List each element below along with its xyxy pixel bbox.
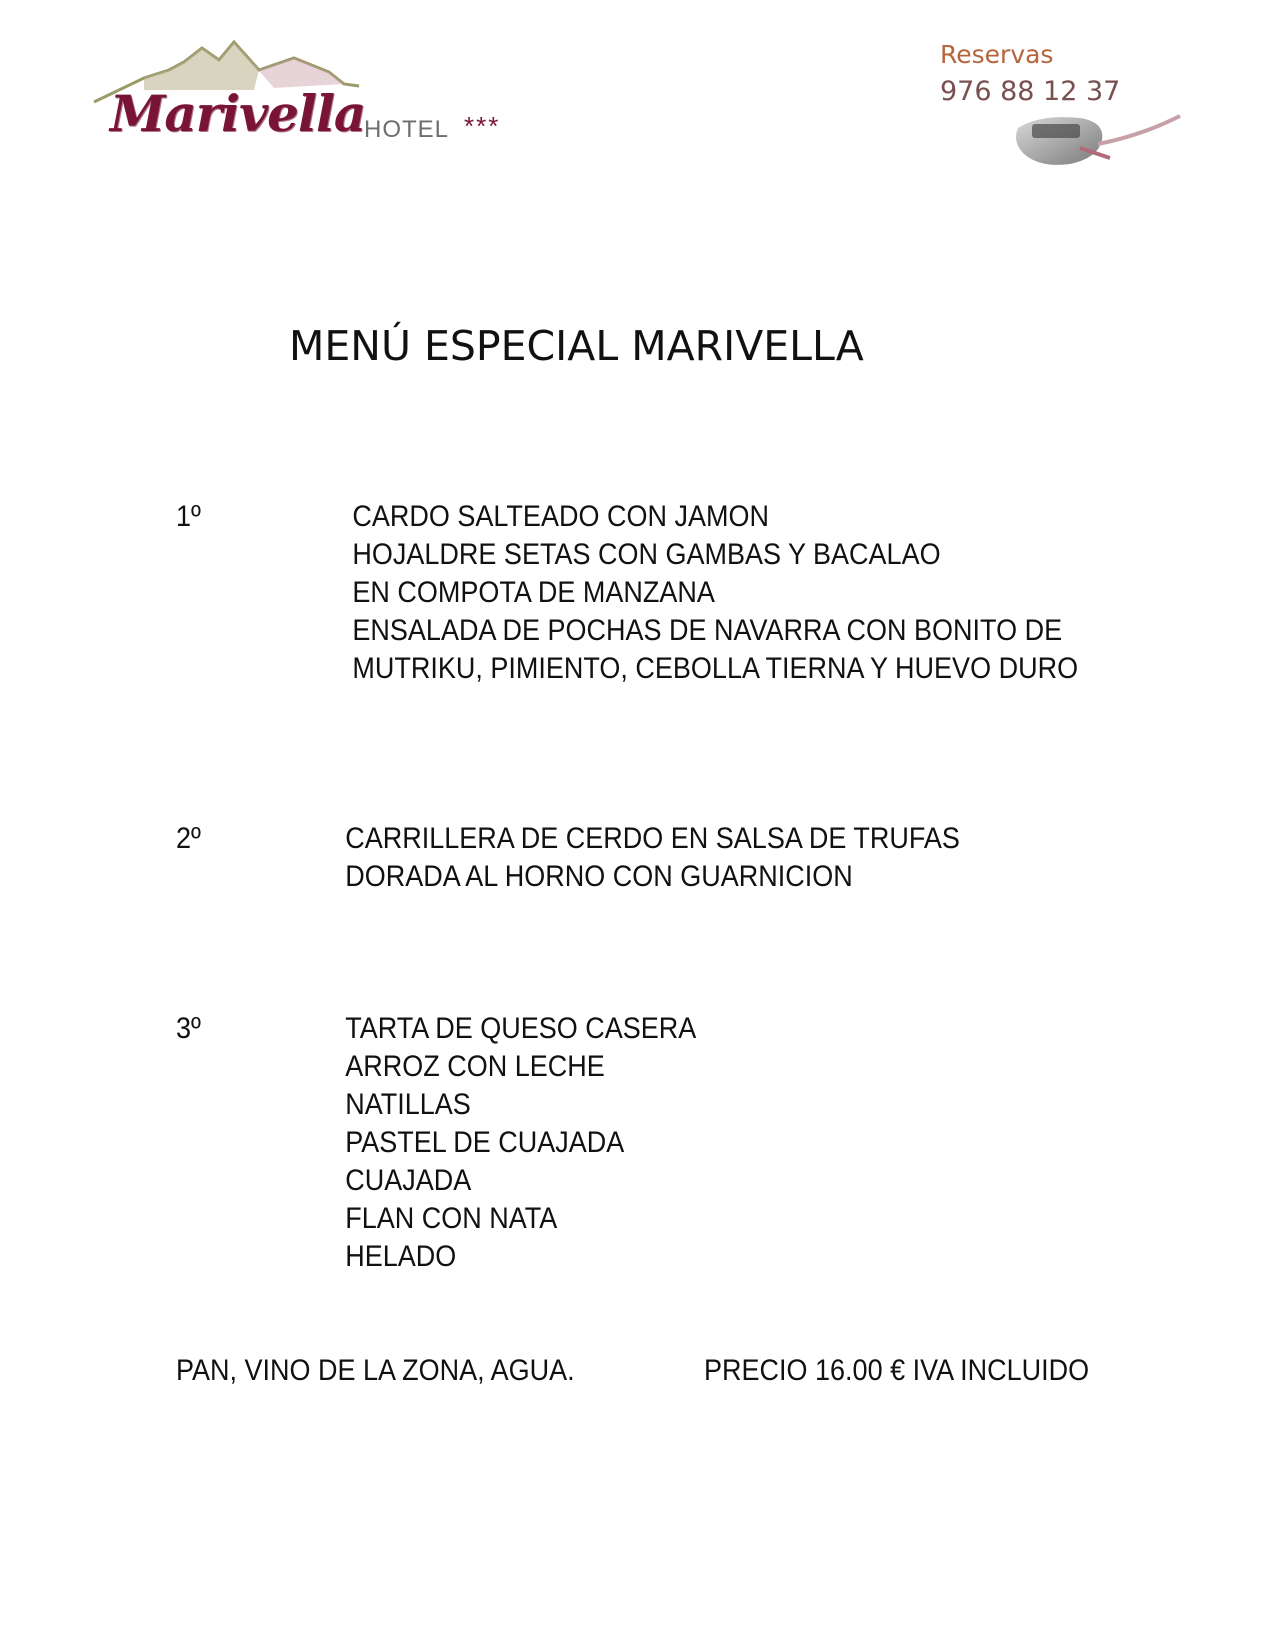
reservations-phone: 976 88 12 37 (940, 76, 1121, 107)
course-items (345, 820, 960, 896)
hotel-stars: *** (464, 111, 501, 141)
menu-item: TARTA DE QUESO CASERA (345, 1012, 697, 1045)
menu-item: CARDO SALTEADO CON JAMON (352, 500, 769, 533)
hotel-logo-label: HOTEL (364, 116, 450, 143)
menu-item: PASTEL DE CUAJADA (345, 1126, 625, 1159)
included-items: PAN, VINO DE LA ZONA, AGUA. (176, 1354, 575, 1387)
menu-item: NATILLAS (345, 1088, 471, 1121)
hotel-logo-name: Marivella (110, 84, 366, 143)
reservations-block (940, 40, 1190, 180)
page-title: MENÚ ESPECIAL MARIVELLA (289, 322, 864, 370)
menu-item: HELADO (345, 1240, 457, 1273)
menu-item: ARROZ CON LECHE (345, 1050, 605, 1083)
course-number: 1º (176, 500, 201, 533)
reservations-label: Reservas (940, 40, 1054, 69)
course-number: 3º (176, 1012, 201, 1045)
menu-item: HOJALDRE SETAS CON GAMBAS Y BACALAO (352, 538, 941, 571)
menu-item: MUTRIKU, PIMIENTO, CEBOLLA TIERNA Y HUEVO DURO (352, 652, 1079, 685)
course-items (352, 498, 1078, 688)
menu-item: EN COMPOTA DE MANZANA (352, 576, 715, 609)
menu-item: CARRILLERA DE CERDO EN SALSA DE TRUFAS (345, 822, 960, 855)
menu-item: CUAJADA (345, 1164, 472, 1197)
course-items (345, 1010, 696, 1276)
price-label: PRECIO 16.00 € IVA INCLUIDO (704, 1354, 1090, 1387)
course-number: 2º (176, 822, 201, 855)
menu-item: DORADA AL HORNO CON GUARNICION (345, 860, 853, 893)
menu-item: FLAN CON NATA (345, 1202, 558, 1235)
phone-icon (1010, 106, 1185, 176)
hotel-logo (84, 40, 524, 150)
menu-item: ENSALADA DE POCHAS DE NAVARRA CON BONITO DE (352, 614, 1063, 647)
